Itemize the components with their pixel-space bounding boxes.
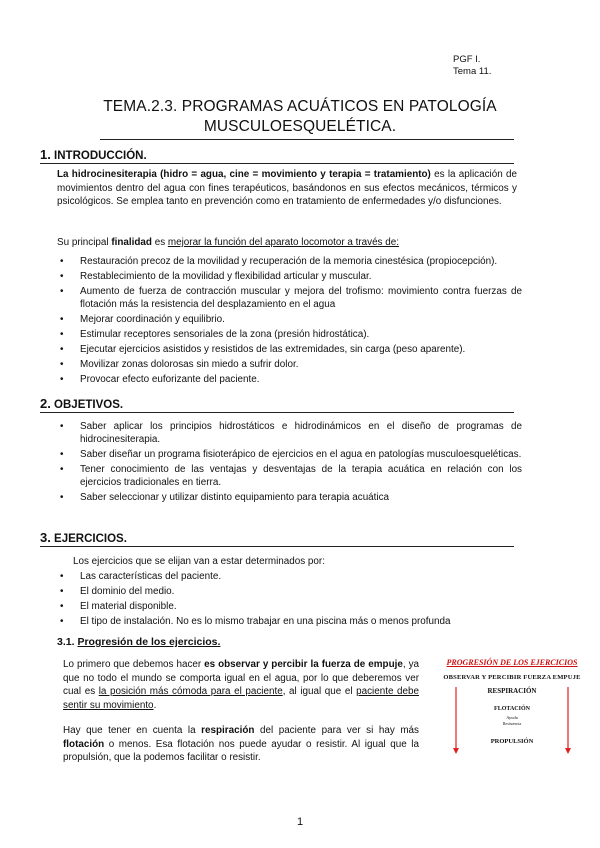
diagram-step-breathing: RESPIRACIÓN xyxy=(487,687,537,695)
header-topic: Tema 11. xyxy=(453,66,492,77)
diagram-step-propulsion: PROPULSIÓN xyxy=(490,738,534,745)
p2-bold: flotación xyxy=(63,738,105,750)
list-item: • Estimular receptores sensoriales de la zona (presión hidrostática). xyxy=(60,328,522,341)
purpose-mid: es xyxy=(151,237,168,248)
p1-part: Lo primero que debemos hacer xyxy=(63,659,205,670)
p1-underlined: la posición más cómoda para el paciente xyxy=(98,686,283,697)
list-item: • Provocar efecto euforizante del paciente. xyxy=(60,373,522,386)
section-2-list xyxy=(60,420,522,506)
right-arrow-head xyxy=(565,748,571,754)
left-arrow-head xyxy=(453,748,459,754)
subsection-number: 3.1. xyxy=(57,636,75,648)
list-item: • Saber diseñar un programa fisioterápico de ejercicios en el agua en patologías musculoesqueléticas. xyxy=(60,448,522,461)
list-item: • Tener conocimiento de las ventajas y desventajas de la terapia acuática en relación con los ejercicios tradicionales en tierra. xyxy=(60,463,522,489)
purpose-keyword: finalidad xyxy=(111,237,152,248)
list-item: • Movilizar zonas dolorosas sin miedo a sufrir dolor. xyxy=(60,358,522,371)
list-item: • Restauración precoz de la movilidad y recuperación de la memoria cinestésica (propiocepción). xyxy=(60,255,522,268)
p1-underlined: paciente debe sentir su movimiento xyxy=(63,686,419,711)
purpose-prefix: Su principal xyxy=(57,237,112,248)
list-item: • Ejecutar ejercicios asistidos y resistidos de las extremidades, sin carga (peso aparente). xyxy=(60,343,522,356)
section-2-number: 2. xyxy=(40,396,51,411)
list-item: • Saber aplicar los principios hidrostáticos e hidrodinámicos en el diseño de programas de hidrocinesiterapia. xyxy=(60,420,522,446)
section-3-heading xyxy=(40,530,514,547)
p2-bold: respiración xyxy=(201,725,255,736)
page-header xyxy=(453,54,491,78)
p2-part: o menos. Esa flotación nos puede ayudar o resistir. Al igual que la propulsión, que la podemos facilitar o resistir. xyxy=(63,738,419,763)
diagram-step-flotation: FLOTACIÓN xyxy=(494,706,530,712)
list-item: • Saber seleccionar y utilizar distinto equipamiento para terapia acuática xyxy=(60,491,522,504)
left-arrow-icon xyxy=(453,687,459,754)
list-item: • Mejorar coordinación y equilibrio. xyxy=(60,313,522,326)
diagram-arrows xyxy=(432,654,592,764)
diagram-title: PROGRESIÓN DE LOS EJERCICIOS xyxy=(446,658,578,667)
p1-part: , al igual que el xyxy=(282,686,357,697)
purpose-underlined: mejorar la función del aparato locomotor a través de: xyxy=(167,237,399,248)
section-3-list xyxy=(60,570,522,630)
section-2-heading xyxy=(40,396,514,413)
p1-bold: es observar y percibir la fuerza de empuje xyxy=(204,659,403,670)
section-3-number: 3. xyxy=(40,530,51,545)
diagram-flotation-help: Ayuda xyxy=(506,715,518,720)
intro-definition: La hidrocinesiterapia (hidro = agua, cine = movimiento y terapia = tratamiento) xyxy=(57,169,431,180)
progression-diagram xyxy=(432,654,592,764)
list-item: • Aumento de fuerza de contracción muscular y mejora del trofismo: movimiento contra fuerzas de flotación más la resistencia del desplazamiento en el agua xyxy=(60,285,522,311)
page-number: 1 xyxy=(296,816,304,828)
list-item: • Restablecimiento de la movilidad y flexibilidad articular y muscular. xyxy=(60,270,522,283)
p1-part: , ya que no todo el mundo se comporta igual en el agua, por lo que deberemos ver cual es xyxy=(63,659,419,697)
title-line-1: TEMA.2.3. PROGRAMAS ACUÁTICOS EN PATOLOGÍA xyxy=(103,98,497,115)
intro-body: es la aplicación de movimientos dentro del agua con fines terapéuticos, basándonos en sus efectos mecánicos, térmicos y psicológicos. Se emplea tanto en prevención como en tratamiento de enfermedades y/o disfunciones. xyxy=(57,169,517,207)
list-item: • Las características del paciente. xyxy=(60,570,522,583)
section-1-purpose xyxy=(57,236,517,250)
p1-part: . xyxy=(153,699,157,711)
diagram-subtitle: OBSERVAR Y PERCIBIR FUERZA EMPUJE xyxy=(443,674,581,681)
title-rule xyxy=(100,139,514,140)
section-1-list xyxy=(60,255,522,388)
section-1-intro xyxy=(57,168,517,209)
p2-part: Hay que tener en cuenta la xyxy=(63,725,202,736)
subsection-3-1-heading xyxy=(57,636,220,648)
diagram-flotation-resistance: Resistencia xyxy=(502,721,522,726)
section-2-title: OBJETIVOS. xyxy=(54,399,124,411)
section-1-heading xyxy=(40,147,514,164)
subsection-paragraph-2 xyxy=(63,724,419,765)
document-title xyxy=(40,97,560,137)
section-3-title: EJERCICIOS. xyxy=(54,533,127,545)
title-line-2: MUSCULOESQUELÉTICA. xyxy=(203,118,397,135)
header-course: PGF I. xyxy=(453,54,481,65)
list-item: • El tipo de instalación. No es lo mismo trabajar en una piscina más o menos profunda xyxy=(60,615,522,628)
section-1-title: INTRODUCCIÓN. xyxy=(54,150,147,162)
section-3-intro: Los ejercicios que se elijan van a estar determinados por: xyxy=(73,556,325,567)
list-item: • El dominio del medio. xyxy=(60,585,522,598)
section-1-number: 1. xyxy=(40,147,51,162)
subsection-paragraph-1 xyxy=(63,658,419,712)
list-item: • El material disponible. xyxy=(60,600,522,613)
right-arrow-icon xyxy=(565,687,571,754)
p2-part: del paciente para ver si hay más xyxy=(254,725,419,736)
subsection-title: Progresión de los ejercicios. xyxy=(77,636,221,648)
